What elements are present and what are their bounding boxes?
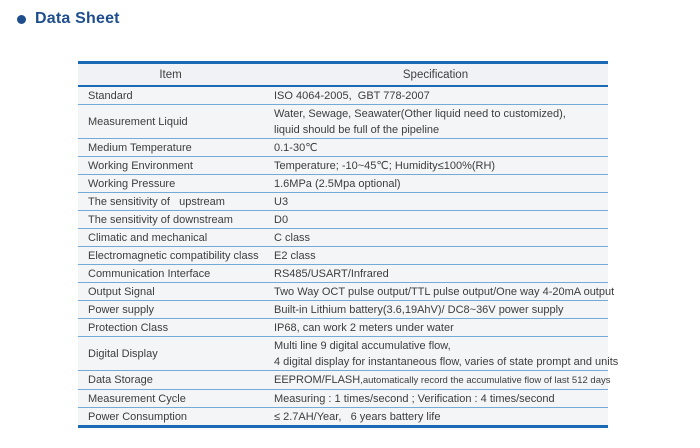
item-cell: Electromagnetic compatibility class: [78, 247, 263, 265]
spec-cell: [263, 157, 608, 175]
spec-cell: [263, 319, 608, 337]
spec-line: RS485/USART/Infrared: [274, 267, 389, 280]
table-row: [78, 408, 608, 427]
spec-line: U3: [274, 195, 289, 208]
spec-line: EEPROM/FLASH,automatically record the accumulative flow of last 512 days: [274, 373, 611, 386]
item-cell: Power supply: [78, 301, 263, 319]
item-cell: Data Storage: [78, 371, 263, 390]
table-row: [78, 105, 608, 139]
spec-table-body: [78, 86, 619, 427]
spec-cell: [263, 371, 611, 390]
table-row: [78, 371, 608, 390]
spec-cell: [263, 301, 608, 319]
table-row: [78, 390, 608, 408]
spec-line: Measuring : 1 times/second ; Verification : 4 times/second: [274, 392, 555, 405]
table-row: [78, 157, 608, 175]
spec-line: Built-in Lithium battery(3.6,19AhV)/ DC8~36V power supply: [274, 303, 564, 316]
spec-cell: [263, 175, 608, 193]
spec-cell: [263, 105, 608, 139]
spec-line: ISO 4064-2005, GBT 778-2007: [274, 89, 430, 102]
table-row: [78, 283, 608, 301]
table-header-row: [78, 63, 608, 87]
item-cell: Communication Interface: [78, 265, 263, 283]
table-row: [78, 337, 608, 371]
item-cell: Power Consumption: [78, 408, 263, 427]
spec-cell: [263, 139, 608, 157]
spec-line: 1.6MPa (2.5Mpa optional): [274, 177, 401, 190]
spec-line: C class: [274, 231, 311, 244]
spec-cell: [263, 229, 608, 247]
spec-line: Multi line 9 digital accumulative flow,: [274, 339, 451, 352]
table-row: [78, 247, 608, 265]
item-cell: Working Pressure: [78, 175, 263, 193]
table-row: [78, 211, 608, 229]
table-row: [78, 193, 608, 211]
spec-cell: [263, 86, 608, 105]
item-cell: The sensitivity of downstream: [78, 211, 263, 229]
spec-cell: [263, 283, 615, 301]
item-cell: Protection Class: [78, 319, 263, 337]
bullet-icon: [17, 15, 26, 24]
item-cell: Medium Temperature: [78, 139, 263, 157]
spec-line: Temperature; -10~45℃; Humidity≤100%(RH): [274, 159, 496, 172]
spec-line: Water, Sewage, Seawater(Other liquid need to customized),: [274, 107, 566, 120]
spec-cell: [263, 408, 608, 427]
spec-line: ≤ 2.7AH/Year, 6 years battery life: [274, 410, 441, 423]
spec-cell: [263, 247, 608, 265]
table-row: [78, 301, 608, 319]
table-row: [78, 175, 608, 193]
spec-line: 0.1-30℃: [274, 141, 318, 154]
spec-cell: [263, 211, 608, 229]
item-cell: Digital Display: [78, 337, 263, 371]
spec-line: D0: [274, 213, 289, 226]
page-title: Data Sheet: [35, 10, 120, 27]
spec-line: 4 digital display for instantaneous flow, varies of state prompt and units: [274, 355, 619, 368]
table-row: [78, 86, 608, 105]
table-row: [78, 265, 608, 283]
spec-cell: [263, 390, 608, 408]
spec-line: IP68, can work 2 meters under water: [274, 321, 454, 334]
item-column-header: Item: [78, 63, 263, 87]
spec-line: E2 class: [274, 249, 316, 262]
spec-column-header: Specification: [263, 63, 608, 87]
spec-cell: [263, 265, 608, 283]
item-cell: Working Environment: [78, 157, 263, 175]
spec-cell: [263, 337, 619, 371]
item-cell: Climatic and mechanical: [78, 229, 263, 247]
item-cell: Measurement Cycle: [78, 390, 263, 408]
table-row: [78, 139, 608, 157]
spec-table: [78, 61, 619, 428]
section-title-row: [17, 10, 120, 28]
item-cell: Measurement Liquid: [78, 105, 263, 139]
item-cell: Standard: [88, 89, 133, 102]
item-cell: The sensitivity of upstream: [78, 193, 263, 211]
table-row: [78, 229, 608, 247]
spec-line: Two Way OCT pulse output/TTL pulse output/One way 4-20mA output: [274, 285, 615, 298]
spec-line: liquid should be full of the pipeline: [274, 123, 440, 136]
spec-cell: [263, 193, 608, 211]
item-cell: Output Signal: [78, 283, 263, 301]
table-row: [78, 319, 608, 337]
